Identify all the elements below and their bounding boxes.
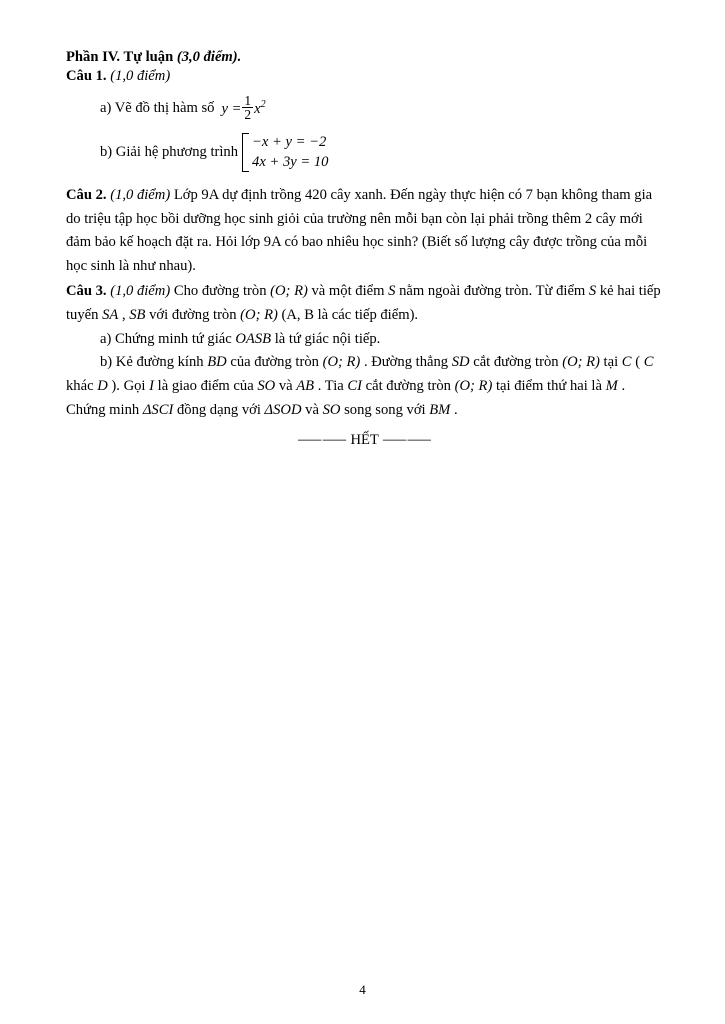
question-1-label: Câu 1. <box>66 68 107 85</box>
q3b-t13: tại điểm thứ hai là <box>495 378 606 394</box>
q3b-t12: cắt đường tròn <box>365 378 455 394</box>
quadrilateral-oasb: OASB <box>235 330 272 347</box>
circle-notation-4: (O; R) <box>562 354 600 371</box>
question-1-part-a <box>66 92 663 124</box>
question-1-part-a-text: a) Vẽ đồ thị hàm số <box>100 99 215 116</box>
formula-y-equals: y = <box>221 100 242 117</box>
system-of-equations <box>242 133 328 172</box>
question-3-intro-1: Cho đường tròn <box>173 283 271 300</box>
question-3-intro-4: kẻ hai tiếp tuyến <box>66 283 661 324</box>
question-3-intro-3: nằm ngoài đường tròn. Từ điểm <box>399 283 589 300</box>
triangle-sod: ΔSOD <box>264 401 302 418</box>
point-m: M <box>605 378 618 394</box>
question-1-points: (1,0 điểm) <box>110 68 171 85</box>
q3b-t1: b) Kẻ đường kính <box>100 354 208 371</box>
question-2-label: Câu 2. <box>66 186 107 203</box>
q3b-t15: đồng dạng với <box>176 401 265 418</box>
segment-sb: SB <box>129 307 146 324</box>
question-3-intro-6: với đường tròn <box>149 307 241 324</box>
question-1-heading <box>66 67 663 86</box>
q3b-t6: ( <box>635 354 644 371</box>
end-marker: ⸺⸺ HẾT ⸺⸺ <box>297 432 432 449</box>
question-1-part-b-text: b) Giải hệ phương trình <box>100 143 239 160</box>
question-3-part-b <box>66 351 663 422</box>
point-s-1: S <box>388 283 396 300</box>
question-3-points: (1,0 điểm) <box>110 283 171 300</box>
question-3 <box>66 280 663 327</box>
fraction-one-half <box>242 94 253 123</box>
section-heading-bold: Phần IV. Tự luận <box>66 49 174 65</box>
q3b-t10: và <box>278 378 297 394</box>
question-2-points: (1,0 điểm) <box>110 186 171 203</box>
formula-variable-x: x <box>254 100 261 117</box>
ray-ci: CI <box>347 378 362 394</box>
circle-notation-3: (O; R) <box>322 354 361 371</box>
q3b-t11: . Tia <box>317 378 348 394</box>
question-2-text: Lớp 9A dự định trồng 420 cây xanh. Đến ngày thực hiện có 7 bạn không tham gia do triệu tập học bồi dưỡng học sinh giỏi của trường nên mỗi bạn còn lại phải trồng thêm 2 cây mới đảm bảo kế hoạch đặt ra. Hỏi lớp 9A có bao nhiêu học sinh? (Biết số lượng cây được trồng của mỗi học sinh là như nhau). <box>66 186 653 274</box>
q3b-t8: ). Gọi <box>111 378 150 394</box>
question-3-part-a-text-1: a) Chứng minh tứ giác <box>100 330 236 347</box>
q3b-t7: khác <box>66 378 98 394</box>
q3b-t9: là giao điểm của <box>157 378 258 394</box>
section-heading-italic: (3,0 điểm). <box>176 49 242 65</box>
question-1-part-a-formula <box>221 92 266 124</box>
point-c-2: C <box>643 354 654 371</box>
q3b-t3: . Đường thẳng <box>363 354 452 371</box>
question-3-label: Câu 3. <box>66 283 107 300</box>
point-d: D <box>97 378 108 394</box>
question-2 <box>66 184 663 279</box>
q3b-t18: . <box>453 401 458 418</box>
line-sd: SD <box>451 354 470 371</box>
circle-notation-1: (O; R) <box>270 283 308 300</box>
question-3-part-a <box>66 328 663 352</box>
q3b-t5: tại <box>603 354 622 371</box>
q3b-t2: của đường tròn <box>230 354 323 371</box>
circle-notation-2: (O; R) <box>240 307 278 324</box>
segment-bm: BM <box>429 401 451 418</box>
segment-sa: SA <box>102 307 119 324</box>
q3b-t17: song song với <box>344 401 430 418</box>
question-3-intro-2: và một điểm <box>311 283 389 300</box>
question-3-intro-7: (A, B là các tiếp điểm). <box>281 307 419 324</box>
segment-so-2: SO <box>322 401 341 418</box>
q3b-t4: cắt đường tròn <box>473 354 563 371</box>
point-i: I <box>149 378 154 394</box>
system-brace-icon <box>242 133 249 172</box>
section-heading <box>66 48 663 67</box>
fraction-denominator: 2 <box>244 107 252 123</box>
formula-exponent: 2 <box>260 98 266 110</box>
point-c-1: C <box>621 354 632 371</box>
system-equation-2: 4x + 3y = 10 <box>252 153 329 170</box>
segment-ab: AB <box>296 378 315 394</box>
system-equation-1: −x + y = −2 <box>252 134 327 151</box>
q3b-t14: . Chứng minh <box>66 378 626 418</box>
q3b-t16: và <box>305 401 323 418</box>
fraction-numerator: 1 <box>244 92 252 108</box>
segment-so-1: SO <box>257 378 276 394</box>
circle-notation-5: (O; R) <box>454 378 493 394</box>
page-number: 4 <box>359 982 366 997</box>
triangle-sci: ΔSCI <box>142 401 174 418</box>
question-3-part-a-text-2: là tứ giác nội tiếp. <box>274 330 381 347</box>
point-s-2: S <box>588 283 597 300</box>
question-1-part-b <box>66 133 663 172</box>
question-3-intro-5: , <box>121 307 130 324</box>
system-equations-list <box>252 133 328 172</box>
diameter-bd: BD <box>207 354 227 371</box>
